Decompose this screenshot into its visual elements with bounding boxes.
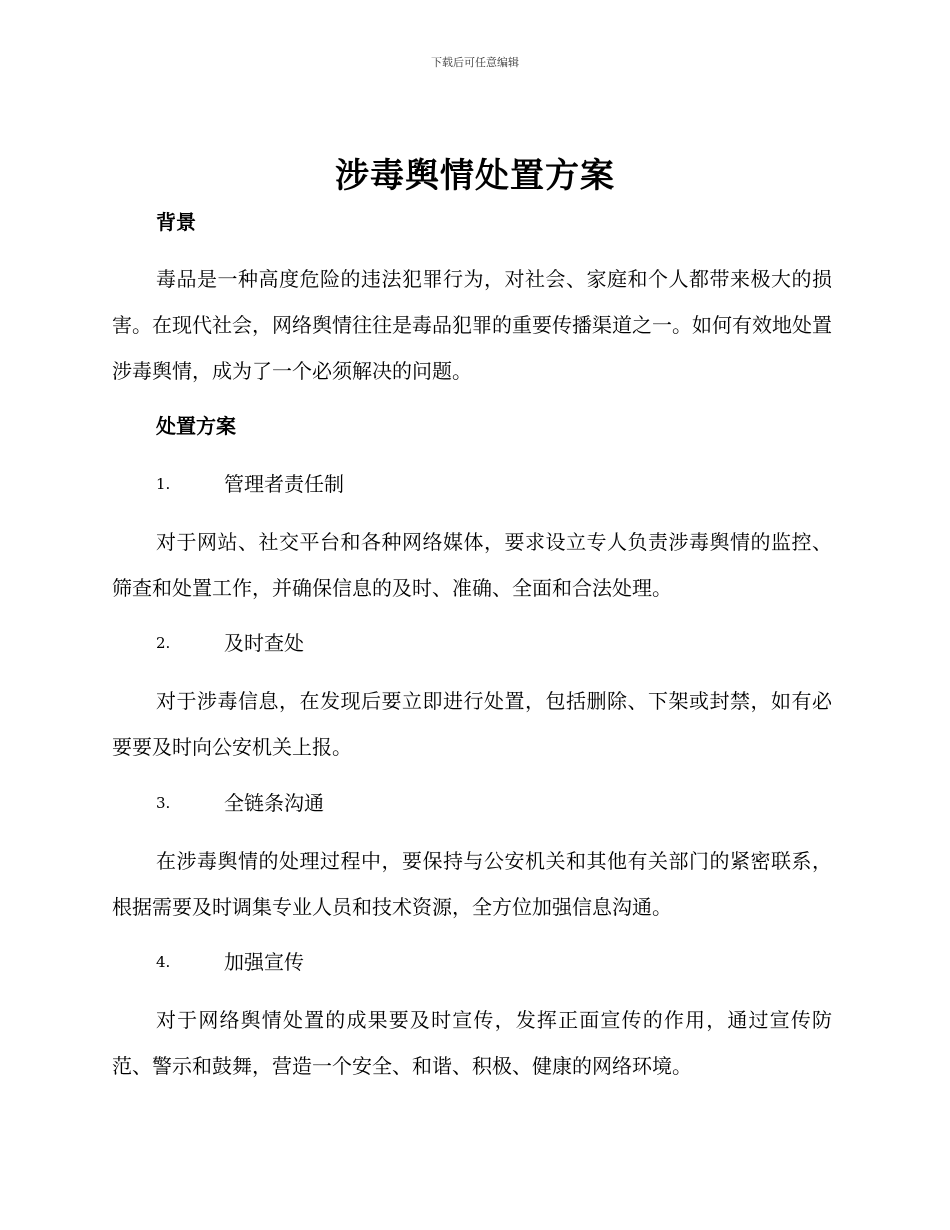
item-4-paragraph: 对于网络舆情处置的成果要及时宣传，发挥正面宣传的作用，通过宣传防范、警示和鼓舞，营造一个安全、和谐、积极、健康的网络环境。: [112, 1008, 832, 1078]
list-number: 3.: [156, 794, 171, 812]
item-1-paragraph: 对于网站、社交平台和各种网络媒体，要求设立专人负责涉毒舆情的监控、筛查和处置工作，并确保信息的及时、准确、全面和合法处理。: [112, 530, 832, 600]
background-paragraph: 毒品是一种高度危险的违法犯罪行为，对社会、家庭和个人都带来极大的损害。在现代社会，网络舆情往往是毒品犯罪的重要传播渠道之一。如何有效地处置涉毒舆情，成为了一个必须解决的问题。: [112, 267, 832, 383]
list-number: 4.: [156, 953, 171, 971]
list-number: 1.: [156, 475, 171, 493]
list-item-2: [156, 629, 304, 657]
list-item-1: [156, 470, 344, 498]
header-note: 下载后可任意编辑: [431, 56, 519, 69]
item-2-paragraph: 对于涉毒信息，在发现后要立即进行处置，包括删除、下架或封禁，如有必要要及时向公安机关上报。: [112, 689, 832, 759]
list-item-title: 全链条沟通: [224, 791, 324, 815]
list-item-3: [156, 789, 324, 817]
list-item-4: [156, 948, 304, 976]
section-heading-background: 背景: [156, 210, 196, 234]
list-item-title: 加强宣传: [224, 950, 304, 974]
list-item-title: 及时查处: [224, 631, 304, 655]
document-title: 涉毒舆情处置方案: [335, 156, 615, 196]
list-item-title: 管理者责任制: [224, 472, 344, 496]
section-heading-plan: 处置方案: [156, 414, 236, 438]
item-3-paragraph: 在涉毒舆情的处理过程中，要保持与公安机关和其他有关部门的紧密联系，根据需要及时调集专业人员和技术资源，全方位加强信息沟通。: [112, 849, 832, 919]
list-number: 2.: [156, 634, 171, 652]
